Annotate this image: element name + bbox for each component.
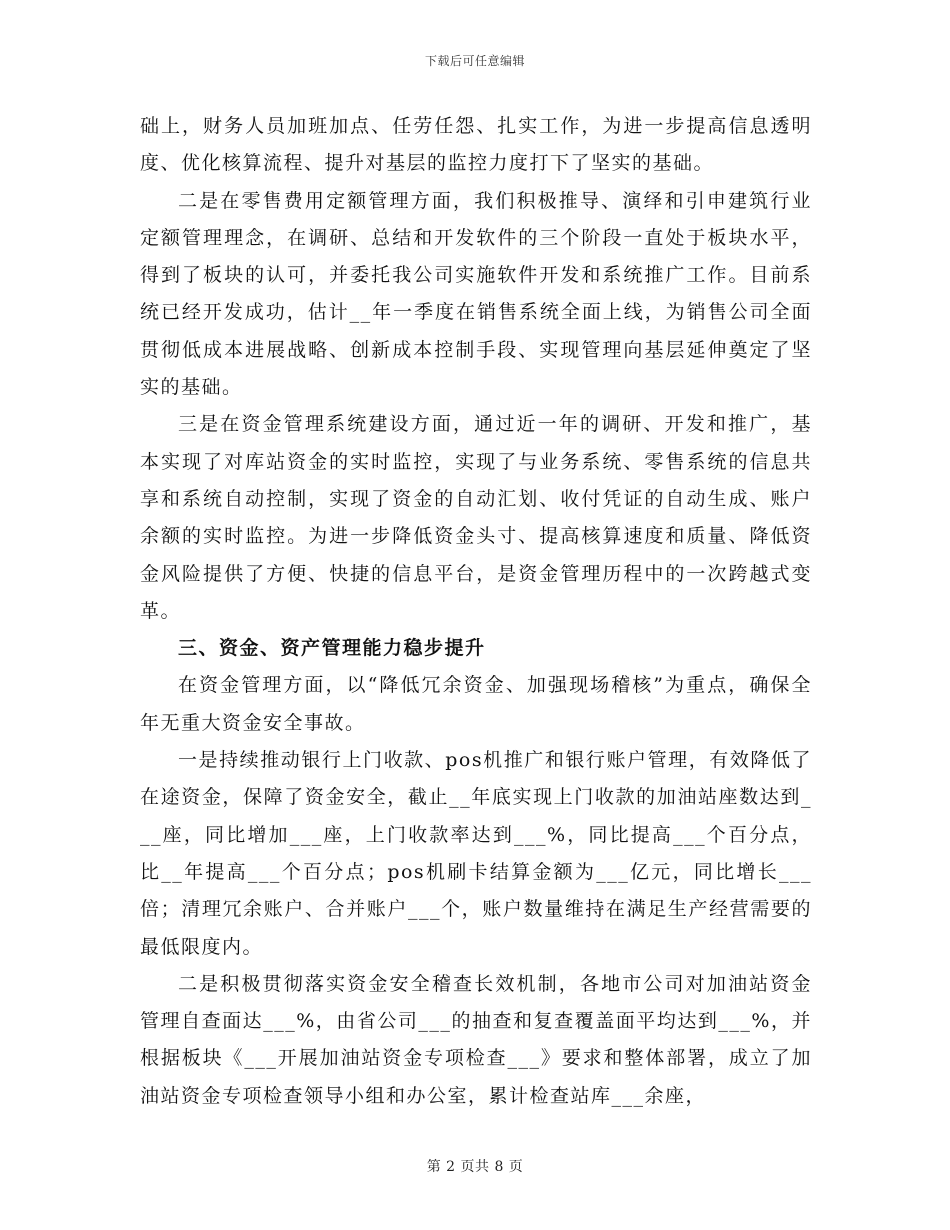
page-number-footer: 第 2 页共 8 页 — [426, 1159, 524, 1175]
paragraph-2: 二是在零售费用定额管理方面，我们积极推导、演绎和引申建筑行业定额管理理念，在调研、总结和开发软件的三个阶段一直处于板块水平，得到了板块的认可，并委托我公司实施软件开发和系统推广工作。目前系统已经开发成功，估计__年一季度在销售系统全面上线，为销售公司全面贯彻低成本进展战略、创新成本控制手段、实现管理向基层延伸奠定了坚实的基础。 — [140, 189, 812, 399]
paragraph-6: 二是积极贯彻落实资金安全稽查长效机制，各地市公司对加油站资金管理自查面达___%，由省公司___的抽查和复查覆盖面平均达到___%，并根据板块《___开展加油站资金专项检查___》要求和整体部署，成立了加油站资金专项检查领导小组和办公室，累计检查站库___余座， — [140, 972, 812, 1107]
page-header: 下载后可任意编辑 — [424, 54, 525, 68]
document-body — [140, 108, 812, 1115]
paragraph-3: 三是在资金管理系统建设方面，通过近一年的调研、开发和推广，基本实现了对库站资金的实时监控，实现了与业务系统、零售系统的信息共享和系统自动控制，实现了资金的自动汇划、收付凭证的自动生成、账户余额的实时监控。为进一步降低资金头寸、提高核算速度和质量、降低资金风险提供了方便、快捷的信息平台，是资金管理历程中的一次跨越式变革。 — [140, 413, 812, 622]
paragraph-4: 在资金管理方面，以“降低冗余资金、加强现场稽核”为重点，确保全年无重大资金安全事故。 — [140, 674, 812, 734]
section-heading: 三、资金、资产管理能力稳步提升 — [178, 637, 486, 660]
paragraph-5: 一是持续推动银行上门收款、pos机推广和银行账户管理，有效降低了在途资金，保障了资金安全，截止__年底实现上门收款的加油站座数达到___座，同比增加___座，上门收款率达到___%，同比提高___个百分点，比__年提高___个百分点；pos机刷卡结算金额为___亿元，同比增长___倍；清理冗余账户、合并账户___个，账户数量维持在满足生产经营需要的最低限度内。 — [140, 749, 812, 958]
paragraph-1: 础上，财务人员加班加点、任劳任怨、扎实工作，为进一步提高信息透明度、优化核算流程、提升对基层的监控力度打下了坚实的基础。 — [140, 115, 812, 175]
